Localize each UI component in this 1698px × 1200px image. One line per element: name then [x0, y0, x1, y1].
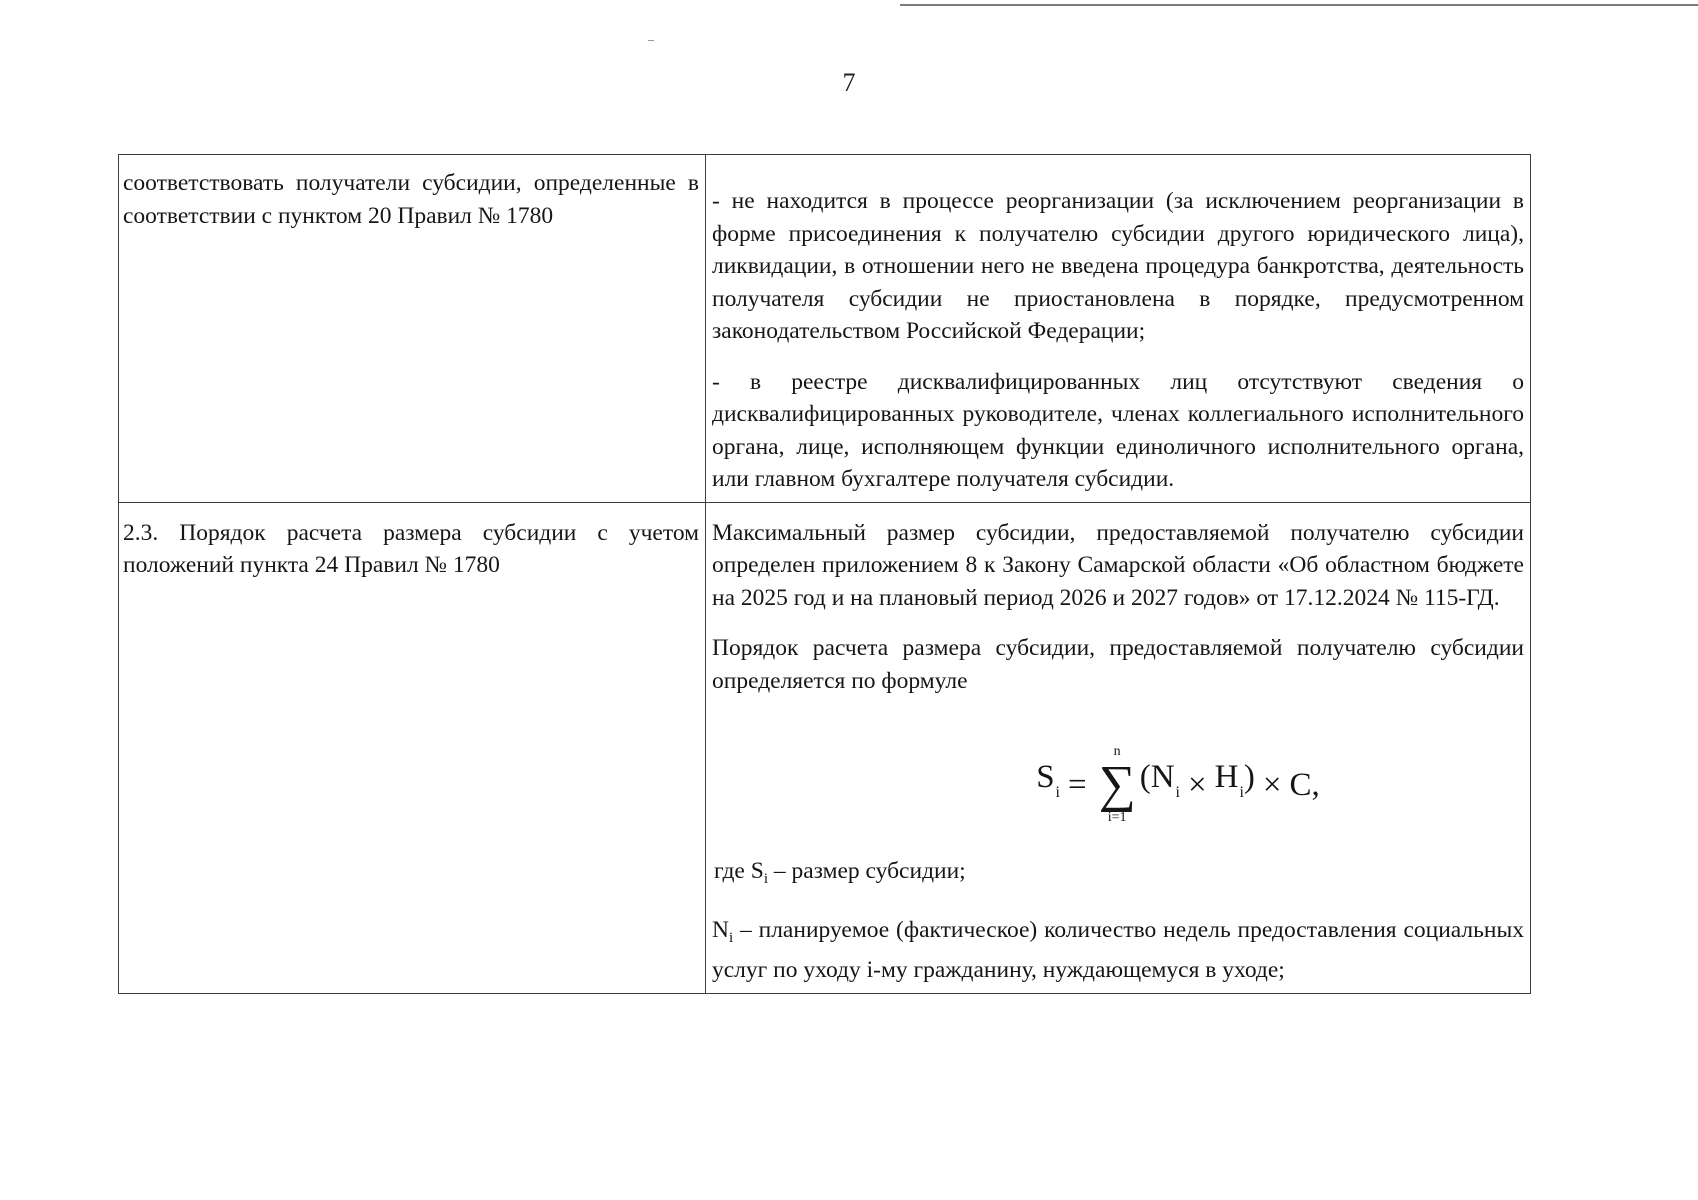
- requirements-table: [118, 154, 1531, 994]
- row1-left-text: соответствовать получатели субсидии, определенные в соответствии с пунктом 20 Правил № 1780: [123, 170, 699, 229]
- row1-right-paragraph-2: - в реестре дисквалифицированных лиц отсутствуют сведения о дисквалифицированных руководителе, членах коллегиального исполнительного органа, лице, исполняющем функции единоличного исполнительного органа, или главном бухгалтере получателя субсидии.: [712, 368, 1524, 492]
- formula-equals: =: [1068, 766, 1087, 803]
- page-number: 7: [842, 68, 856, 97]
- summation-symbol: [1099, 745, 1136, 825]
- row1-right-cell: [706, 155, 1531, 503]
- scan-edge-line: [900, 4, 1698, 6]
- row2-left-text: 2.3. Порядок расчета размера субсидии с учетом положений пункта 24 Правил № 1780: [123, 519, 699, 578]
- row2-right-paragraph-1: Максимальный размер субсидии, предоставляемой получателю субсидии определен приложением 8 к Закону Самарской области «Об областном бюджете на 2025 год и на плановый период 2026 и 2027 годов» от 17.12.2024 № 115-ГД.: [712, 519, 1524, 611]
- formula-times-1: ×: [1187, 766, 1207, 803]
- where-si-definition: где $S_i$ – размер субсидии;: [714, 858, 966, 887]
- table-row: [119, 155, 1531, 503]
- row2-right-cell: [706, 502, 1531, 993]
- table-row: [119, 502, 1531, 993]
- formula-h-term: $H_i$): [1214, 758, 1255, 801]
- sum-lower-limit: i=1: [1107, 810, 1127, 825]
- formula-c-term: C,: [1289, 766, 1320, 803]
- sum-upper-limit: n: [1113, 744, 1121, 759]
- row2-left-cell: [119, 502, 706, 993]
- subsidy-formula: [712, 725, 1524, 845]
- scan-speck: [648, 40, 654, 41]
- formula-times-2: ×: [1262, 766, 1282, 803]
- row1-right-paragraph-1: - не находится в процессе реорганизации (за исключением реорганизации в форме присоединения к получателю субсидии другого юридического лица), ликвидации, в отношении него не введена процедура банкротства, деятельность получателя субсидии не приостановлена в порядке, предусмотренном законодательством Российской Федерации;: [712, 188, 1524, 344]
- sigma-glyph: ∑: [1098, 756, 1136, 813]
- row1-left-cell: [119, 155, 706, 503]
- formula-n-term: ($N_i$: [1139, 758, 1180, 801]
- formula-lhs: $S_i$: [1036, 758, 1060, 801]
- row2-right-paragraph-2: Порядок расчета размера субсидии, предоставляемой получателю субсидии определяется по формуле: [712, 635, 1524, 694]
- ni-definition: $N_i$ – планируемое (фактическое) количество недель предоставления социальных услуг по уходу i-му гражданину, нуждающемуся в уходе;: [712, 916, 1524, 983]
